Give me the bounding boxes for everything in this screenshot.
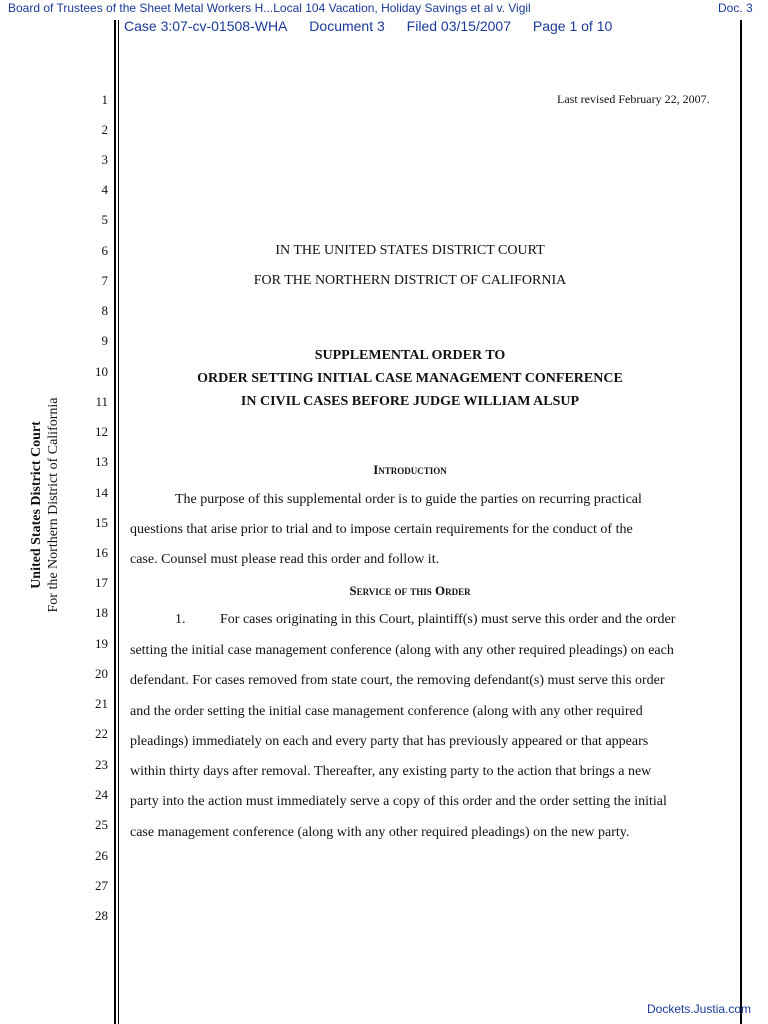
docket-title[interactable]: Board of Trustees of the Sheet Metal Workers H...Local 104 Vacation, Holiday Savings et al v. Vigil xyxy=(8,1,531,15)
line-number: 3 xyxy=(101,152,108,167)
line-number: 9 xyxy=(101,333,108,348)
left-margin-rule-inner xyxy=(118,20,119,1024)
line-number: 25 xyxy=(95,817,108,832)
para1-line-1: For cases originating in this Court, plaintiff(s) must serve this order and the order xyxy=(220,612,676,627)
order-title-1: SUPPLEMENTAL ORDER TO xyxy=(314,348,506,363)
intro-line-3: case. Counsel must please read this order and follow it. xyxy=(130,552,440,567)
line-number: 14 xyxy=(95,485,108,500)
case-number: Case 3:07-cv-01508-WHA xyxy=(124,18,288,34)
para1-line-4: and the order setting the initial case management conference (along with any other required xyxy=(130,704,643,719)
line-number: 19 xyxy=(95,636,108,651)
line-number: 4 xyxy=(101,182,108,197)
para1-line-2: setting the initial case management conference (along with any other required pleadings) on each xyxy=(130,643,674,658)
heading-service: Service of this Order xyxy=(349,583,471,598)
line-number: 12 xyxy=(95,424,108,439)
court-district: For the Northern District of California xyxy=(46,397,61,613)
court-name: United States District Court xyxy=(29,421,44,589)
line-number: 22 xyxy=(95,726,108,741)
line-number: 18 xyxy=(95,605,108,620)
line-number: 15 xyxy=(95,515,108,530)
court-line-1: IN THE UNITED STATES DISTRICT COURT xyxy=(275,243,545,258)
line-number: 27 xyxy=(95,878,108,893)
line-number: 8 xyxy=(101,303,108,318)
filed-date: Filed 03/15/2007 xyxy=(406,18,511,34)
right-margin-rule xyxy=(740,20,742,1024)
line-number: 26 xyxy=(95,848,108,863)
line-number: 5 xyxy=(101,212,108,227)
order-title-2: ORDER SETTING INITIAL CASE MANAGEMENT CONFERENCE xyxy=(197,371,623,386)
para1-line-8: case management conference (along with any other required pleadings) on the new party. xyxy=(130,825,630,840)
line-number: 17 xyxy=(95,575,108,590)
para1-line-3: defendant. For cases removed from state court, the removing defendant(s) must serve this order xyxy=(130,673,665,688)
line-number: 23 xyxy=(95,757,108,772)
line-number: 7 xyxy=(101,273,108,288)
case-header xyxy=(124,18,630,34)
left-margin-rule xyxy=(114,20,116,1024)
para1-line-7: party into the action must immediately serve a copy of this order and the order setting the initial xyxy=(130,794,667,809)
paragraph-number: 1. xyxy=(175,612,186,627)
line-number: 28 xyxy=(95,908,108,923)
intro-line-1: The purpose of this supplemental order is to guide the parties on recurring practical xyxy=(175,492,642,507)
line-number: 2 xyxy=(101,122,108,137)
line-number: 20 xyxy=(95,666,108,681)
line-number: 16 xyxy=(95,545,108,560)
intro-line-2: questions that arise prior to trial and to impose certain requirements for the conduct of the xyxy=(130,522,633,537)
last-revised: Last revised February 22, 2007. xyxy=(557,92,710,106)
court-line-2: FOR THE NORTHERN DISTRICT OF CALIFORNIA xyxy=(253,273,567,288)
line-number: 6 xyxy=(101,243,108,258)
line-number: 10 xyxy=(95,364,108,379)
document-number: Document 3 xyxy=(309,18,385,34)
line-number: 21 xyxy=(95,696,108,711)
para1-line-5: pleadings) immediately on each and every party that has previously appeared or that appears xyxy=(130,734,649,749)
line-number: 24 xyxy=(95,787,108,802)
court-sidebar xyxy=(28,397,62,612)
docket-number[interactable]: Doc. 3 xyxy=(718,1,753,15)
order-title-3: IN CIVIL CASES BEFORE JUDGE WILLIAM ALSUP xyxy=(240,394,580,409)
line-number: 13 xyxy=(95,454,108,469)
line-number: 1 xyxy=(101,92,108,107)
line-number: 11 xyxy=(95,394,108,409)
para1-line-6: within thirty days after removal. Thereafter, any existing party to the action that brings a new xyxy=(130,764,652,779)
page-count: Page 1 of 10 xyxy=(532,18,613,34)
footer-link[interactable]: Dockets.Justia.com xyxy=(647,1002,752,1016)
heading-introduction: Introduction xyxy=(373,462,447,477)
